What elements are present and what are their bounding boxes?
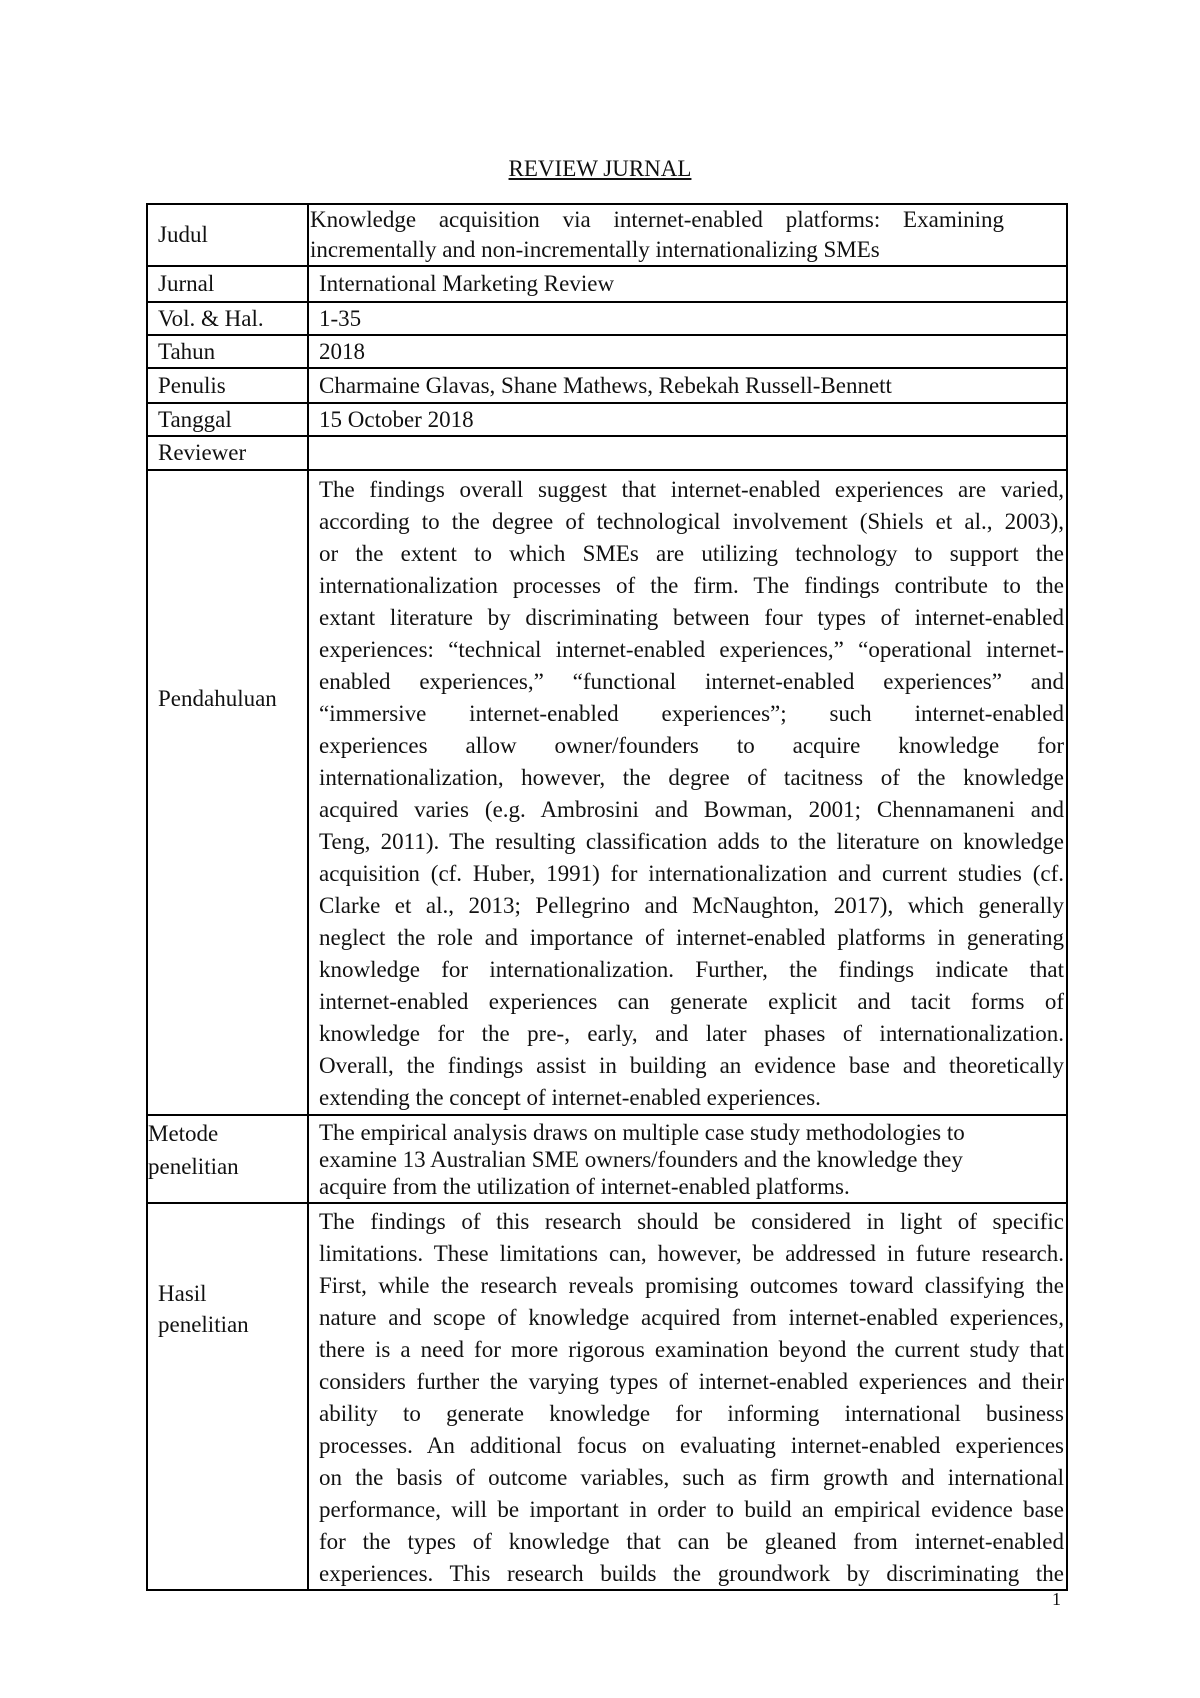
text-line: Charmaine Glavas, Shane Mathews, Rebekah Russell-Bennett [319,372,892,398]
text-line: 15 October 2018 [319,406,474,432]
text-line: Tanggal [158,406,232,432]
text-line: International Marketing Review [319,271,615,296]
label-jurnal [148,267,309,301]
text-line: examine 13 Australian SME owners/founders and the knowledge they [319,1147,963,1172]
text-line: The findings overall suggest that internet-enabled experiences are varied, [319,477,1064,502]
value-metode-penelitian [309,1116,1066,1202]
text-line: or the extent to which SMEs are utilizing technology to support the [319,541,1064,566]
text-line: considers further the varying types of internet-enabled experiences and their [319,1369,1064,1394]
value-jurnal [309,267,1066,301]
text-line: processes. An additional focus on evaluating internet-enabled experiences [319,1433,1064,1458]
text-line: Metode [148,1121,219,1146]
text-line: Hasil [158,1281,207,1306]
page-title: REVIEW JURNAL [508,156,692,181]
label-vol-hal [148,303,309,334]
label-tanggal [148,404,309,435]
text-line: extending the concept of internet-enabled experiences. [319,1085,821,1110]
text-line: ability to generate knowledge for informing international business [319,1401,1064,1426]
text-line: on the basis of outcome variables, such as firm growth and international [319,1465,1064,1490]
text-line: Pendahuluan [158,686,277,711]
text-line: there is a need for more rigorous examination beyond the current study that [319,1337,1064,1362]
text-line: nature and scope of knowledge acquired from internet-enabled experiences, [319,1305,1064,1330]
text-line: Jurnal [158,271,215,296]
text-line: Penulis [158,372,226,398]
text-line: internet-enabled experiences can generate explicit and tacit forms of [319,989,1064,1014]
text-line: internationalization processes of the firm. The findings contribute to the [319,573,1064,598]
label-penulis [148,369,309,402]
text-line: for the types of knowledge that can be gleaned from internet-enabled [319,1529,1064,1554]
text-line: Tahun [158,338,216,364]
text-line: internationalization, however, the degree of tacitness of the knowledge [319,765,1064,790]
label-reviewer [148,437,309,469]
text-line: Reviewer [158,440,247,465]
row-tahun [148,336,1066,369]
text-line: “immersive internet-enabled experiences”; such internet-enabled [319,701,1064,726]
text-line: limitations. These limitations can, however, be addressed in future research. [319,1241,1064,1266]
label-hasil-penelitian [148,1204,309,1589]
value-penulis [309,369,1066,402]
row-jurnal [148,267,1066,303]
value-hasil-penelitian [309,1204,1066,1589]
text-line: acquire from the utilization of internet-enabled platforms. [319,1174,850,1199]
text-line: First, while the research reveals promising outcomes toward classifying the [319,1273,1064,1298]
row-tanggal [148,404,1066,437]
text-line: The empirical analysis draws on multiple case study methodologies to [319,1120,965,1145]
text-line: acquired varies (e.g. Ambrosini and Bowman, 2001; Chennamaneni and [319,797,1064,822]
text-line: knowledge for internationalization. Further, the findings indicate that [319,957,1064,982]
text-line: Teng, 2011). The resulting classification adds to the literature on knowledge [319,829,1064,854]
row-reviewer [148,437,1066,471]
text-line: Judul [158,222,208,247]
text-line: 2018 [319,338,365,364]
review-table [146,203,1068,1591]
text-line: according to the degree of technological involvement (Shiels et al., 2003), [319,509,1064,534]
row-hasil-penelitian [148,1204,1066,1589]
text-line: enabled experiences,” “functional internet-enabled experiences” and [319,669,1064,694]
value-tanggal [309,404,1066,435]
label-pendahuluan [148,471,309,1114]
text-line: extant literature by discriminating between four types of internet-enabled [319,605,1064,630]
text-line: penelitian [158,1312,249,1337]
text-line: The findings of this research should be considered in light of specific [319,1209,1064,1234]
text-line: penelitian [148,1154,239,1179]
text-line: Vol. & Hal. [158,305,264,331]
value-reviewer [309,437,1066,469]
text-line: Clarke et al., 2013; Pellegrino and McNaughton, 2017), which generally [319,893,1064,918]
text-line: incrementally and non-incrementally internationalizing SMEs [310,237,880,262]
text-line: 1-35 [319,305,362,331]
row-judul [148,205,1066,267]
label-metode-penelitian [148,1116,309,1202]
text-line: Overall, the findings assist in building an evidence base and theoretically [319,1053,1064,1078]
text-line: experiences: “technical internet-enabled experiences,” “operational internet- [319,637,1064,662]
text-line: acquisition (cf. Huber, 1991) for internationalization and current studies (cf. [319,861,1064,886]
label-tahun [148,336,309,367]
page-number: 1 [1052,1589,1061,1609]
text-line: Knowledge acquisition via internet-enabled platforms: Examining [310,207,1004,232]
text-line: experiences. This research builds the groundwork by discriminating the [319,1561,1064,1586]
text-line: neglect the role and importance of internet-enabled platforms in generating [319,925,1064,950]
value-vol-hal [309,303,1066,334]
value-pendahuluan [309,471,1066,1114]
row-vol-hal [148,303,1066,336]
text-line: knowledge for the pre-, early, and later phases of internationalization. [319,1021,1064,1046]
row-penulis [148,369,1066,404]
row-metode-penelitian [148,1116,1066,1204]
text-line: performance, will be important in order to build an empirical evidence base [319,1497,1064,1522]
value-judul [309,205,1066,265]
row-pendahuluan [148,471,1066,1116]
value-tahun [309,336,1066,367]
text-line: experiences allow owner/founders to acquire knowledge for [319,733,1064,758]
label-judul [148,205,309,265]
